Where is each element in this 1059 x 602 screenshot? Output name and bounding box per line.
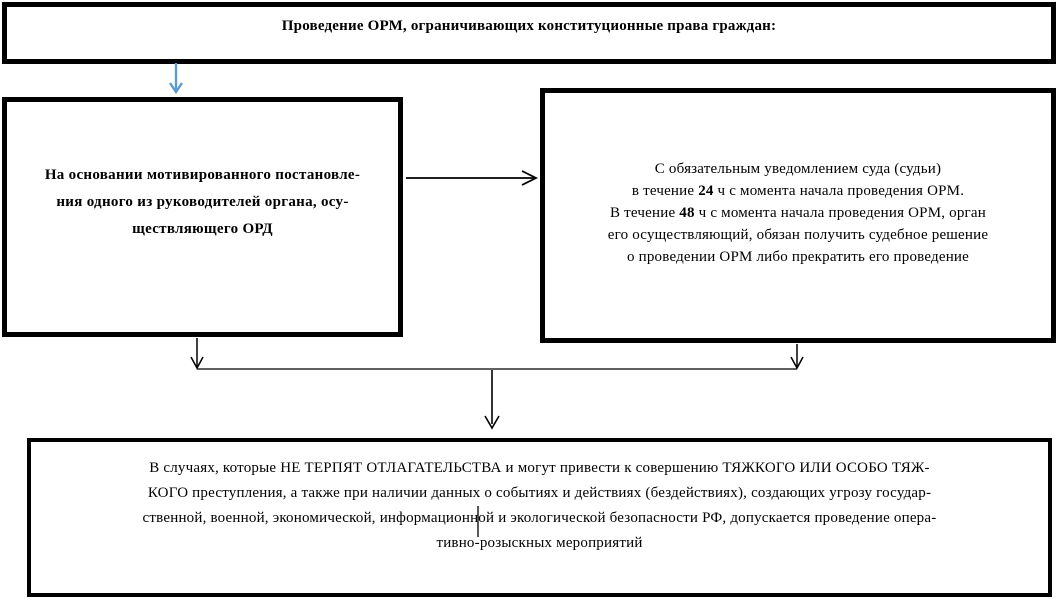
bottom-text-line: В случаях, которые НЕ ТЕРПЯТ ОТЛАГАТЕЛЬСТВА и могут привести к совершению ТЯЖКОГО ИЛИ ОСОБО ТЯЖ- [149,460,930,476]
left-condition-line: ществляющего ОРД [132,221,273,237]
bottom-text-line: ственной, военной, экономической, информационной и экологической безопасности РФ, допускается проведение опера- [142,510,937,526]
connector-arrow-left-down [191,338,203,368]
left-condition-text [7,102,398,243]
right-line2-post: ч с момента начала проведения ОРМ. [713,183,965,199]
connector-arrow-to-bottom [485,370,499,428]
header-box [2,2,1056,64]
left-condition-line: На основании мотивированного постановле- [44,167,361,183]
blue-down-arrow-icon [170,63,182,92]
connector-arrow-left-to-right [406,171,536,185]
right-line3-post: ч с момента начала проведения ОРМ, орган [694,205,986,221]
right-line3-bold-hours: 48 [679,205,695,221]
right-condition-line: С обязательным уведомлением суда (судьи) [654,161,942,177]
right-line3-pre: В течение [610,205,680,221]
bottom-urgent-cases-text [31,442,1048,556]
left-condition-box [2,97,403,337]
right-condition-line: его осуществляющий, обязан получить судебное решение [607,227,989,243]
diagram-title: Проведение ОРМ, ограничивающих конституционные права граждан: [281,18,777,34]
right-line2-bold-hours: 24 [698,183,714,199]
connector-arrow-right-down [791,344,803,368]
bottom-urgent-cases-box [27,438,1052,597]
right-condition-box [540,88,1056,343]
right-condition-line [545,202,1051,224]
right-line2-pre: в течение [631,183,699,199]
right-condition-line [545,180,1051,202]
right-condition-text [545,93,1051,268]
bottom-text-line: КОГО преступления, а также при наличии данных о событиях и действиях (бездействиях), создающих угрозу государ- [147,485,932,501]
bottom-text-line: тивно-розыскных мероприятий [436,535,643,551]
left-condition-line: ния одного из руководителей органа, осу- [56,194,349,210]
right-condition-line: о проведении ОРМ либо прекратить его проведение [626,249,970,265]
